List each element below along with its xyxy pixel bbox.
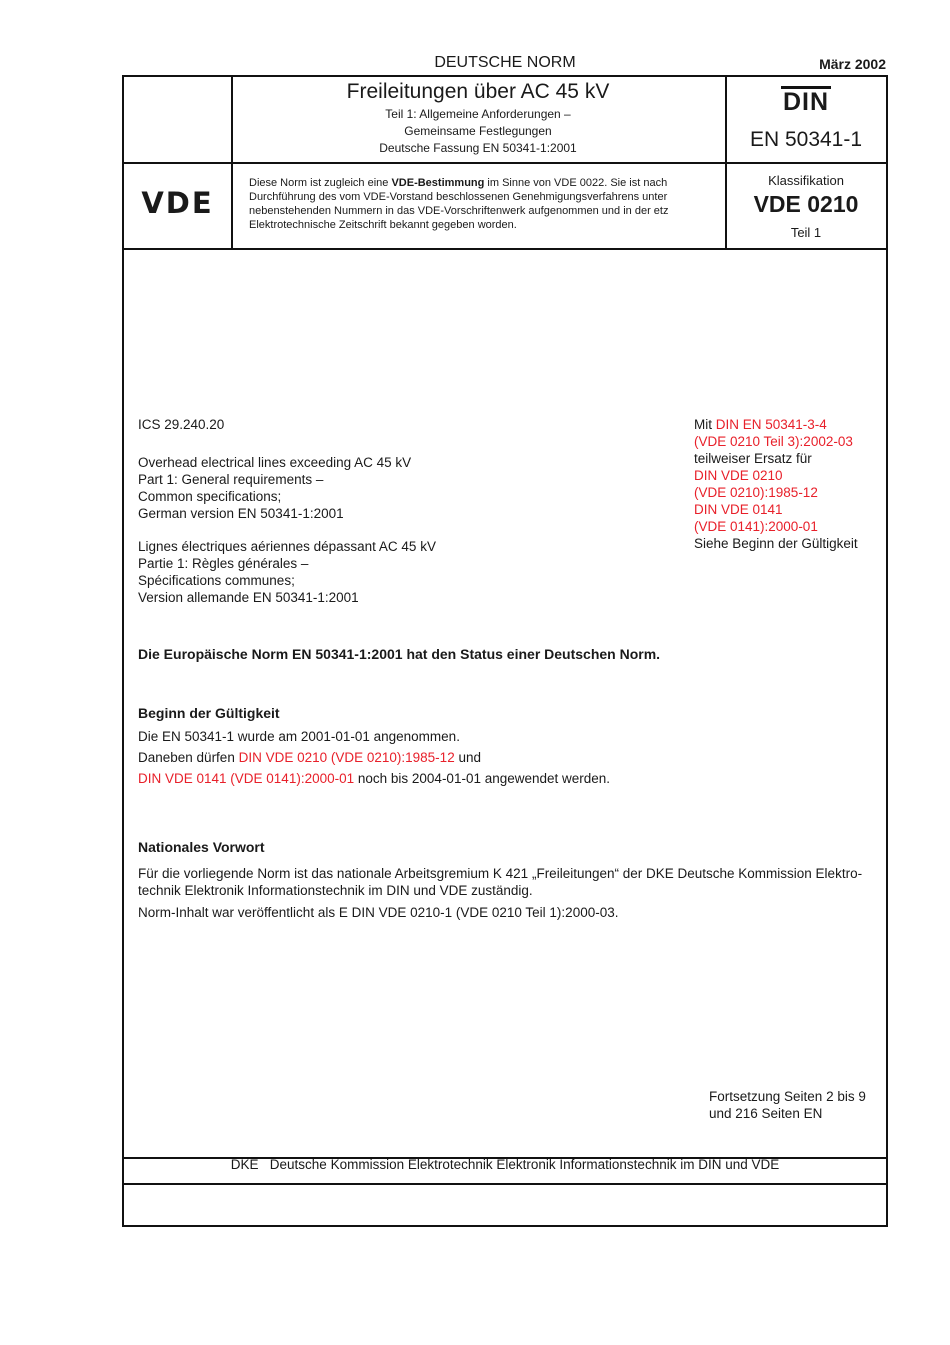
reference-link[interactable]: (VDE 0210 Teil 3):2002-03 bbox=[694, 434, 853, 449]
issue-date: März 2002 bbox=[819, 56, 886, 72]
replacement-text: teilweiser Ersatz für bbox=[694, 451, 812, 466]
beginn-line-2-prefix: Daneben dürfen bbox=[138, 750, 239, 765]
vorwort-line: technik Elektronik Informationstechnik im DIN und VDE zuständig. bbox=[138, 883, 533, 898]
ics-code: ICS 29.240.20 bbox=[138, 417, 225, 432]
continuation-line: und 216 Seiten EN bbox=[709, 1106, 823, 1121]
vde-notice-prefix: Diese Norm ist zugleich eine bbox=[249, 177, 392, 189]
continuation-note bbox=[709, 1088, 866, 1122]
vorwort-paragraph-1 bbox=[138, 865, 878, 899]
reference-link[interactable]: (VDE 0141):2000-01 bbox=[694, 519, 818, 534]
subtitle-line-3: Deutsche Fassung EN 50341-1:2001 bbox=[379, 141, 577, 155]
reference-link[interactable]: (VDE 0210):1985-12 bbox=[694, 485, 818, 500]
french-title-line: Lignes électriques aériennes dépassant AC 45 kV bbox=[138, 539, 436, 554]
footer-org-abbr: DKE bbox=[230, 1157, 259, 1172]
vorwort-line: Für die vorliegende Norm ist das nationale Arbeitsgremium K 421 „Freileitungen“ der DKE Deutsche Kommission Elektro- bbox=[138, 866, 863, 881]
divider bbox=[124, 1183, 886, 1185]
beginn-line-3 bbox=[138, 770, 610, 787]
subtitle-line-2: Gemeinsame Festlegungen bbox=[404, 124, 552, 138]
din-logo-text: DIN bbox=[782, 88, 830, 116]
beginn-line-2-suffix: und bbox=[454, 750, 481, 765]
divider bbox=[124, 248, 886, 250]
vorwort-heading: Nationales Vorwort bbox=[138, 839, 265, 855]
reference-link[interactable]: DIN VDE 0210 (VDE 0210):1985-12 bbox=[238, 750, 455, 765]
classification-part: Teil 1 bbox=[790, 225, 822, 240]
vde-notice bbox=[249, 176, 715, 232]
english-title-line: Overhead electrical lines exceeding AC 45 kV bbox=[138, 455, 412, 470]
beginn-line-2 bbox=[138, 749, 481, 766]
vorwort-paragraph-2: Norm-Inhalt war veröffentlicht als E DIN VDE 0210-1 (VDE 0210 Teil 1):2000-03. bbox=[138, 905, 619, 920]
reference-link[interactable]: DIN EN 50341-3-4 bbox=[715, 417, 827, 432]
beginn-heading: Beginn der Gültigkeit bbox=[138, 705, 280, 721]
english-title-line: Common specifications; bbox=[138, 489, 282, 504]
status-statement: Die Europäische Norm EN 50341-1:2001 hat den Status einer Deutschen Norm. bbox=[138, 646, 661, 662]
english-title-line: Part 1: General requirements – bbox=[138, 472, 324, 487]
french-title-line: Partie 1: Règles générales – bbox=[138, 556, 309, 571]
classification-label: Klassifikation bbox=[768, 173, 844, 188]
divider bbox=[124, 162, 886, 164]
continuation-line: Fortsetzung Seiten 2 bis 9 bbox=[709, 1089, 866, 1104]
vde-logo: VDE bbox=[141, 186, 214, 220]
mit-prefix: Mit bbox=[694, 417, 716, 432]
footer-org bbox=[124, 1157, 886, 1172]
replacement-info bbox=[694, 416, 879, 552]
validity-note: Siehe Beginn der Gültigkeit bbox=[694, 536, 858, 551]
standard-number: EN 50341-1 bbox=[749, 128, 863, 151]
vde-notice-suffix: im Sinne von VDE 0022. Sie ist nach Durchführung des vom VDE-Vorstand beschlossenen Genehmigungsverfahrens unter nebenstehenden Nummern in das VDE-Vorschriftenwerk aufgenommen und in der etz Elektrotechnische Zeitschrift bekannt gegeben worden. bbox=[249, 177, 669, 231]
french-title-line: Version allemande EN 50341-1:2001 bbox=[138, 590, 359, 605]
reference-link[interactable]: DIN VDE 0210 bbox=[694, 468, 783, 483]
english-title-line: German version EN 50341-1:2001 bbox=[138, 506, 344, 521]
subtitle-line-1: Teil 1: Allgemeine Anforderungen – bbox=[385, 107, 571, 121]
din-logo bbox=[726, 86, 886, 115]
norm-label: DEUTSCHE NORM bbox=[434, 54, 576, 71]
footer-org-name: Deutsche Kommission Elektrotechnik Elektronik Informationstechnik im DIN und VDE bbox=[269, 1157, 780, 1172]
reference-link[interactable]: DIN VDE 0141 bbox=[694, 502, 783, 517]
document-title: Freileitungen über AC 45 kV bbox=[346, 80, 610, 103]
beginn-line-1: Die EN 50341-1 wurde am 2001-01-01 angenommen. bbox=[138, 729, 460, 744]
reference-link[interactable]: DIN VDE 0141 (VDE 0141):2000-01 bbox=[138, 771, 355, 786]
french-title-line: Spécifications communes; bbox=[138, 573, 295, 588]
beginn-line-3-suffix: noch bis 2004-01-01 angewendet werden. bbox=[354, 771, 611, 786]
english-title bbox=[138, 454, 411, 522]
vde-notice-bold: VDE-Bestimmung bbox=[391, 177, 485, 189]
french-title bbox=[138, 538, 436, 606]
classification-number: VDE 0210 bbox=[753, 191, 859, 217]
